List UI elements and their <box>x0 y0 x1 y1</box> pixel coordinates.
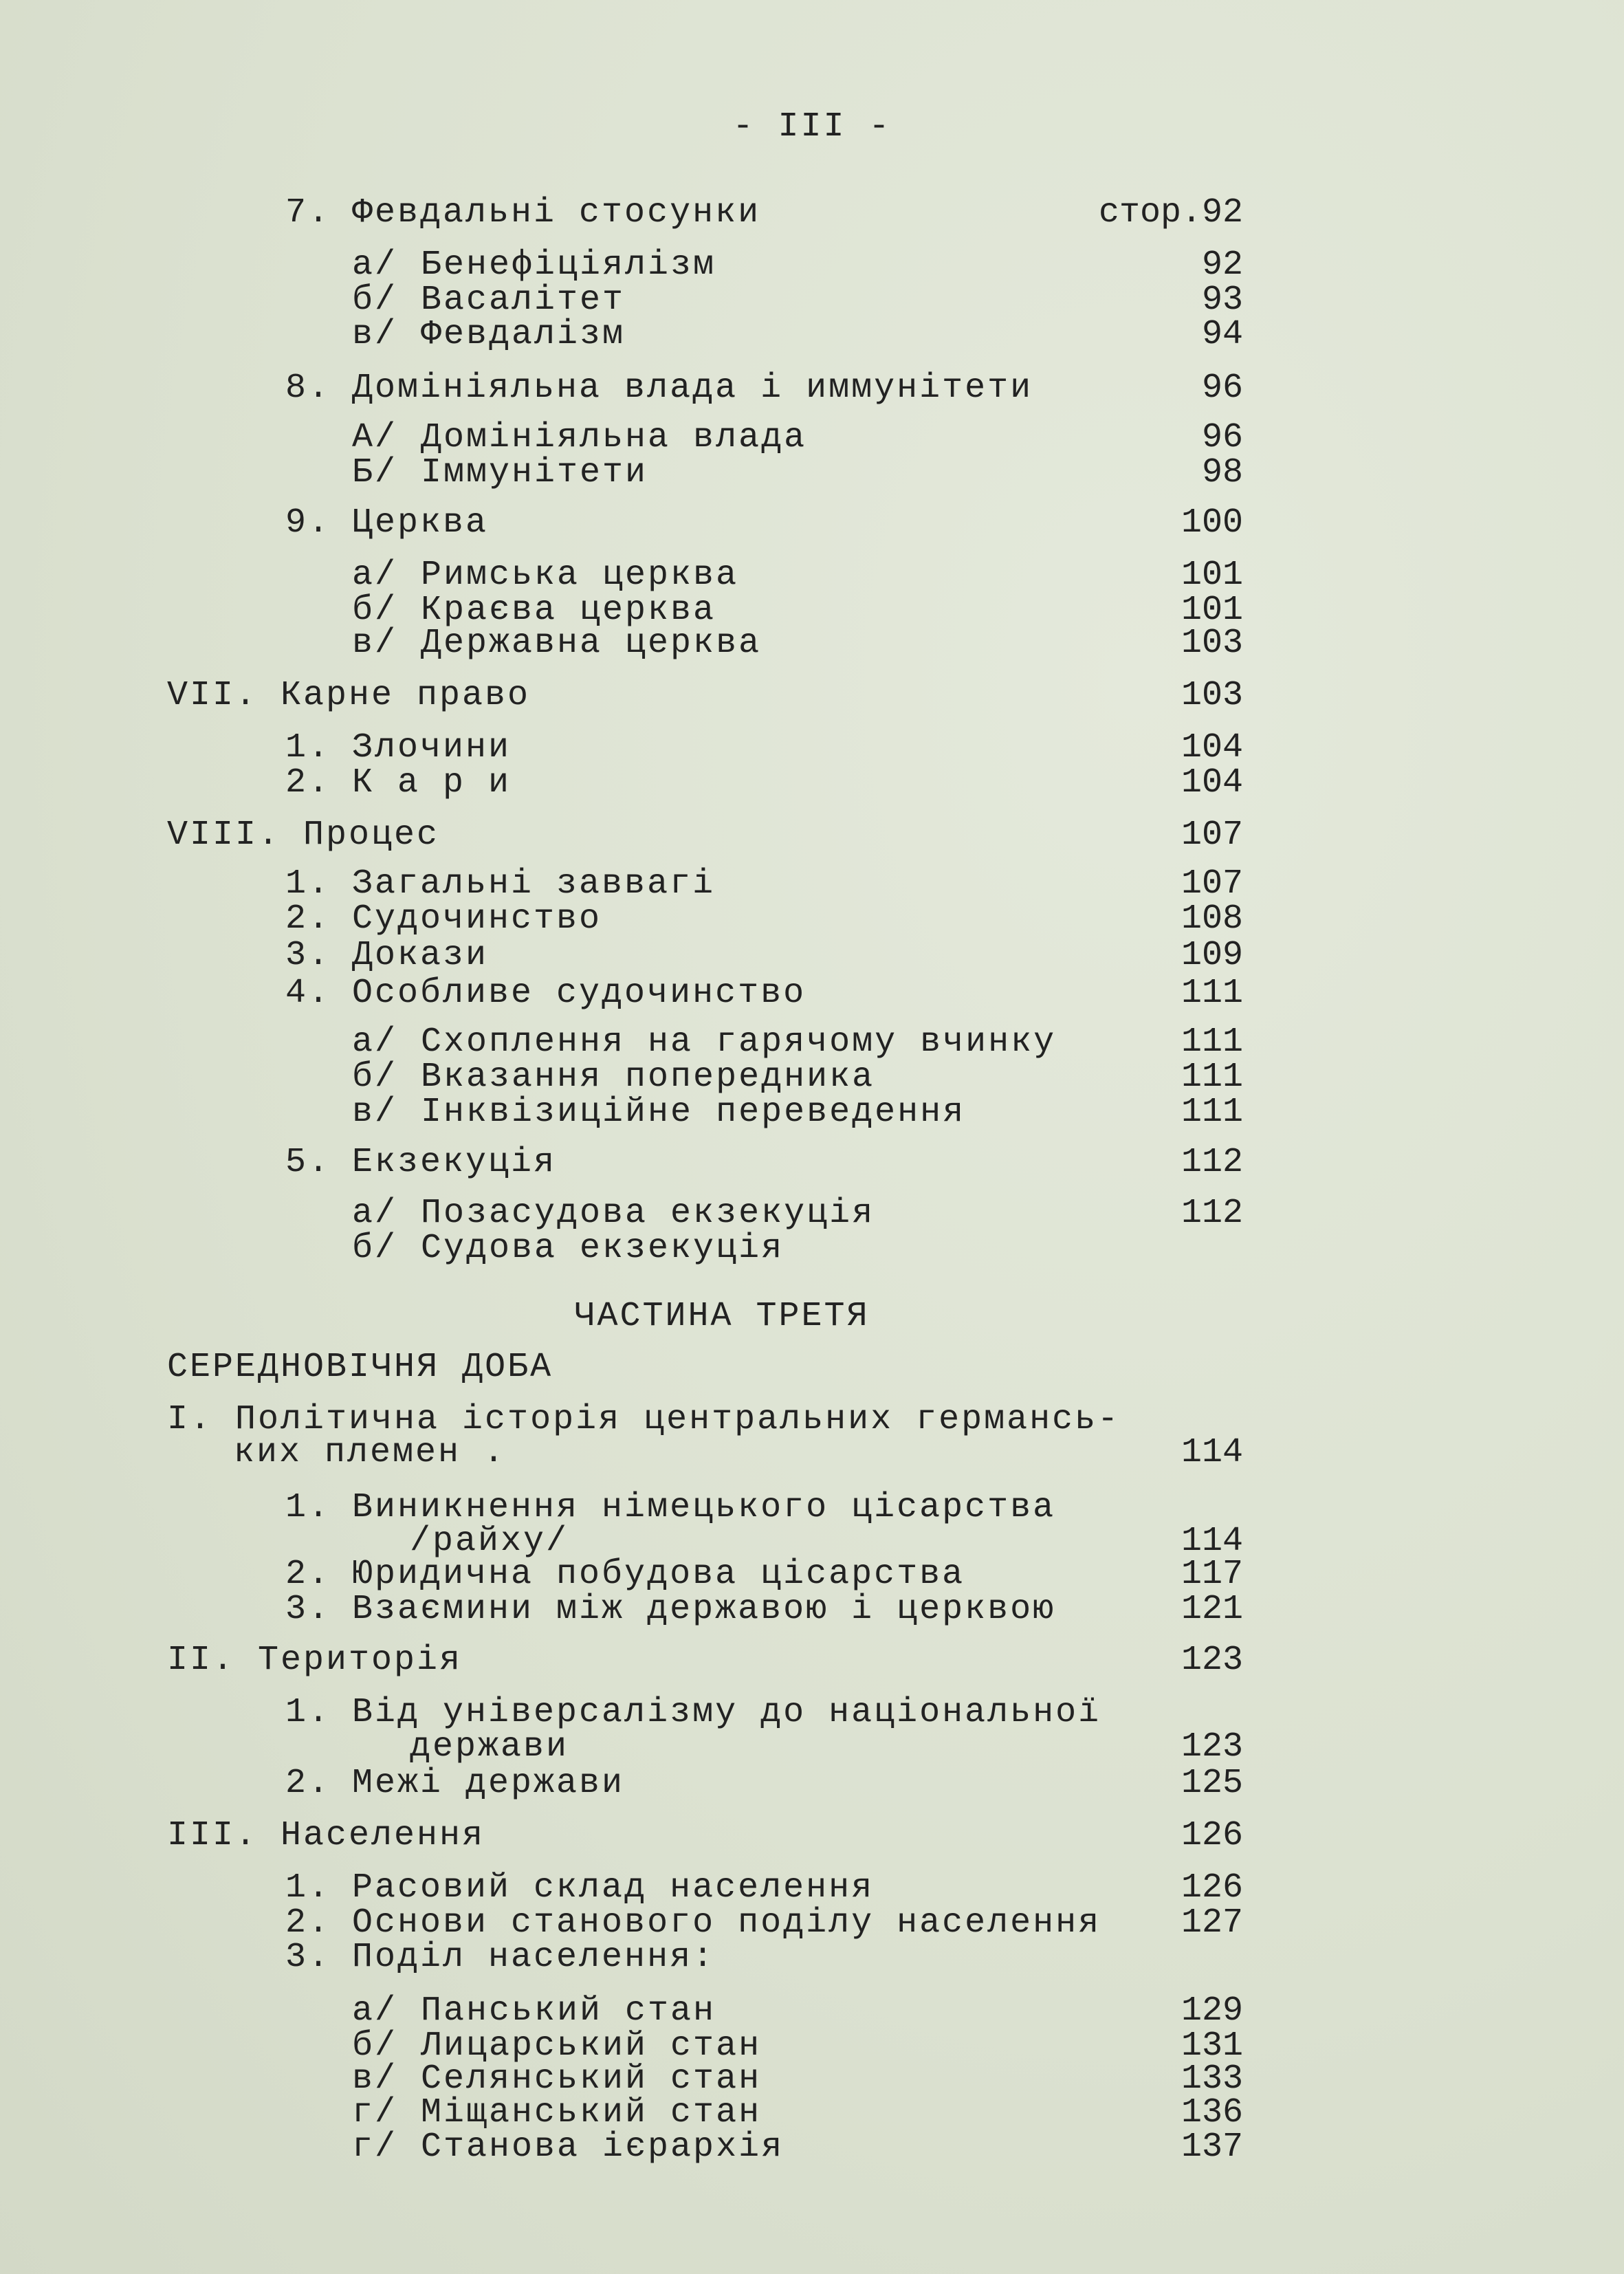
entry-page: 93 <box>1201 281 1243 320</box>
entry-title: держави <box>410 1727 569 1767</box>
entry-page: 114 <box>1181 1433 1243 1472</box>
entry-page: 103 <box>1181 624 1243 663</box>
entry-number: VIII. <box>167 816 281 855</box>
entry-page: 92 <box>1201 245 1243 285</box>
entry-title: Позасудова екзекуція <box>421 1194 875 1233</box>
entry-title: Февдалізм <box>421 315 626 354</box>
entry-page: 129 <box>1181 1991 1243 2031</box>
entry-page: 98 <box>1201 453 1243 492</box>
entry-page: 111 <box>1181 1023 1243 1062</box>
entry-title: Територія <box>258 1641 463 1680</box>
entry-title: Схоплення на гарячому вчинку <box>421 1023 1057 1062</box>
entry-title: Інквізиційне переведення <box>421 1093 966 1132</box>
entry-number: 1. <box>285 1488 331 1527</box>
entry-title: Краєва церква <box>421 591 716 630</box>
entry-page: 117 <box>1181 1555 1243 1594</box>
entry-title: Судочинство <box>352 899 602 939</box>
entry-title: Екзекуція <box>352 1143 557 1182</box>
entry-page: 101 <box>1181 556 1243 595</box>
entry-page: стор.92 <box>1098 193 1243 232</box>
entry-title: Домініяльна влада <box>421 418 807 457</box>
entry-number: А/ <box>352 418 398 457</box>
entry-page: 131 <box>1181 2026 1243 2066</box>
entry-number: 9. <box>285 503 331 543</box>
entry-number: 1. <box>285 728 331 767</box>
entry-title: Судова екзекуція <box>421 1229 784 1268</box>
entry-title: Станова ієрархія <box>421 2128 784 2167</box>
entry-title: Расовий склад населення <box>352 1868 875 1907</box>
entry-page: 125 <box>1181 1764 1243 1803</box>
entry-title: Від універсалізму до національної <box>352 1693 1101 1732</box>
entry-title: Міщанський стан <box>421 2093 762 2132</box>
entry-number: в/ <box>352 624 398 663</box>
entry-page: 114 <box>1181 1522 1243 1561</box>
entry-page: 100 <box>1181 503 1243 543</box>
entry-title: Лицарський стан <box>421 2026 762 2066</box>
entry-number: VII. <box>167 676 259 715</box>
entry-number: б/ <box>352 281 398 320</box>
entry-number: в/ <box>352 1093 398 1132</box>
page-number: - III - <box>732 107 892 146</box>
entry-page: 109 <box>1181 936 1243 975</box>
entry-number: 4. <box>285 974 331 1013</box>
entry-number: б/ <box>352 1058 398 1097</box>
entry-page: 126 <box>1181 1868 1243 1907</box>
entry-page: 107 <box>1181 816 1243 855</box>
entry-title: Домініяльна влада і иммунітети <box>352 369 1033 408</box>
entry-page: 104 <box>1181 728 1243 767</box>
section-heading: ЧАСТИНА ТРЕТЯ <box>574 1297 870 1336</box>
entry-number: 3. <box>285 1590 331 1629</box>
entry-page: 111 <box>1181 974 1243 1013</box>
entry-title: Докази <box>352 936 489 975</box>
entry-title: Злочини <box>352 728 512 767</box>
entry-number: г/ <box>352 2093 398 2132</box>
entry-title: Межі держави <box>352 1764 625 1803</box>
entry-number: III. <box>167 1816 259 1855</box>
entry-title: Загальні заввагі <box>352 864 716 904</box>
entry-title: ких племен . <box>234 1433 507 1472</box>
entry-page: 111 <box>1181 1058 1243 1097</box>
entry-page: 112 <box>1181 1194 1243 1233</box>
entry-number: 7. <box>285 193 331 232</box>
entry-number: а/ <box>352 1194 398 1233</box>
entry-title: Основи станового поділу населення <box>352 1903 1101 1943</box>
entry-page: 133 <box>1181 2059 1243 2099</box>
entry-title: Бенефіціялізм <box>421 245 716 285</box>
entry-number: а/ <box>352 556 398 595</box>
entry-page: 123 <box>1181 1727 1243 1767</box>
entry-number: 3. <box>285 936 331 975</box>
entry-title: Поділ населення: <box>352 1938 716 1977</box>
entry-number: 2. <box>285 1555 331 1594</box>
entry-title: /райху/ <box>410 1522 569 1561</box>
entry-page: 136 <box>1181 2093 1243 2132</box>
entry-page: 104 <box>1181 763 1243 802</box>
entry-title: Юридична побудова цісарства <box>352 1555 965 1594</box>
entry-page: 96 <box>1201 418 1243 457</box>
entry-title: Населення <box>281 1816 485 1855</box>
entry-title: Виникнення німецького цісарства <box>352 1488 1056 1527</box>
entry-number: 2. <box>285 899 331 939</box>
entry-number: г/ <box>352 2128 398 2167</box>
entry-title: Васалітет <box>421 281 626 320</box>
entry-title: Карне право <box>281 676 531 715</box>
entry-number: а/ <box>352 245 398 285</box>
entry-number: 5. <box>285 1143 331 1182</box>
entry-number: 1. <box>285 1693 331 1732</box>
entry-page: 112 <box>1181 1143 1243 1182</box>
entry-page: 103 <box>1181 676 1243 715</box>
entry-number: 1. <box>285 1868 331 1907</box>
entry-title: Церква <box>352 503 489 543</box>
entry-number: в/ <box>352 315 398 354</box>
entry-page: 126 <box>1181 1816 1243 1855</box>
entry-title: СЕРЕДНОВІЧНЯ ДОБА <box>167 1348 553 1387</box>
entry-number: І. <box>167 1400 213 1439</box>
entry-page: 107 <box>1181 864 1243 904</box>
entry-page: 96 <box>1201 369 1243 408</box>
entry-number: б/ <box>352 1229 398 1268</box>
entry-page: 94 <box>1201 315 1243 354</box>
entry-title: К а р и <box>352 763 512 802</box>
entry-number: б/ <box>352 591 398 630</box>
entry-title: Февдальні стосунки <box>352 193 761 232</box>
entry-number: а/ <box>352 1023 398 1062</box>
entry-number: в/ <box>352 2059 398 2099</box>
entry-page: 121 <box>1181 1590 1243 1629</box>
entry-page: 108 <box>1181 899 1243 939</box>
entry-page: 137 <box>1181 2128 1243 2167</box>
entry-number: б/ <box>352 2026 398 2066</box>
entry-page: 111 <box>1181 1093 1243 1132</box>
entry-number: II. <box>167 1641 236 1680</box>
entry-title: Римська церква <box>421 556 739 595</box>
entry-title: Панський стан <box>421 1991 716 2031</box>
entry-number: 3. <box>285 1938 331 1977</box>
entry-page: 101 <box>1181 591 1243 630</box>
entry-title: Селянський стан <box>421 2059 762 2099</box>
entry-number: 1. <box>285 864 331 904</box>
entry-title: Вказання попередника <box>421 1058 875 1097</box>
entry-number: 8. <box>285 369 331 408</box>
entry-title: Процес <box>303 816 440 855</box>
entry-number: Б/ <box>352 453 398 492</box>
entry-number: 2. <box>285 763 331 802</box>
entry-title: Політична історія центральних германсь- <box>235 1400 1121 1439</box>
entry-number: 2. <box>285 1764 331 1803</box>
entry-title: Взаємини між державою і церквою <box>352 1590 1056 1629</box>
entry-number: 2. <box>285 1903 331 1943</box>
entry-title: Іммунітети <box>421 453 648 492</box>
entry-title: Державна церква <box>421 624 762 663</box>
entry-page: 127 <box>1181 1903 1243 1943</box>
entry-title: Особливе судочинство <box>352 974 806 1013</box>
entry-number: а/ <box>352 1991 398 2031</box>
entry-page: 123 <box>1181 1641 1243 1680</box>
